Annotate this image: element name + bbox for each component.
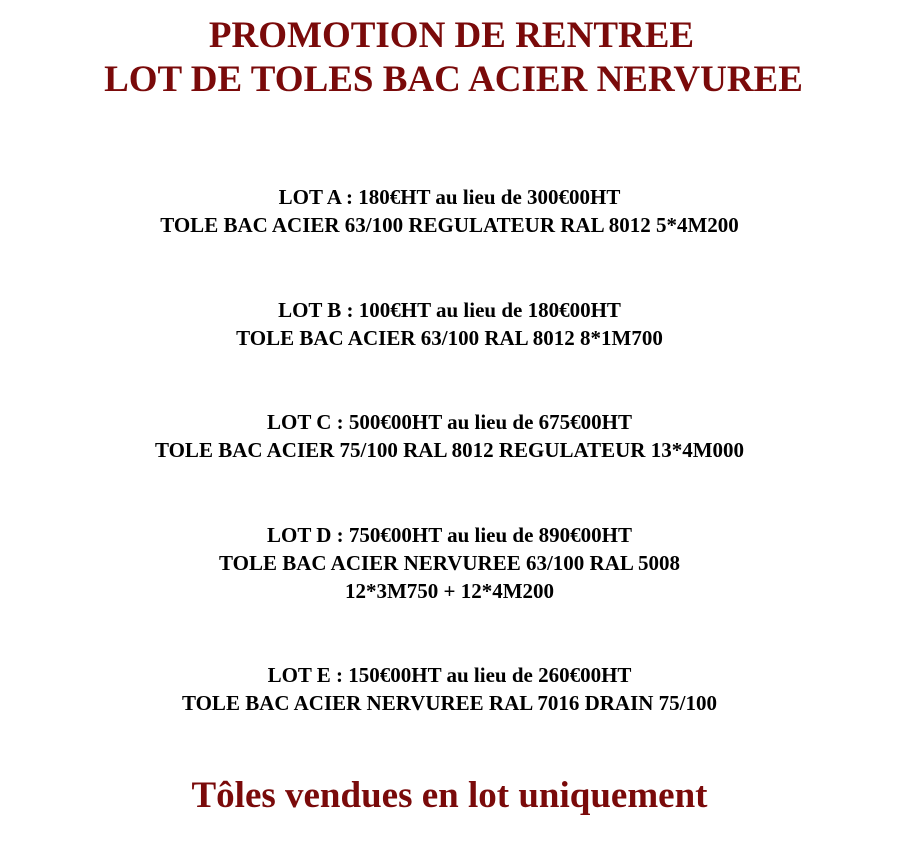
lot-d [0, 521, 899, 605]
lot-description-line: TOLE BAC ACIER NERVUREE RAL 7016 DRAIN 75/100 [181, 691, 718, 715]
lot-price-line: LOT C : 500€00HT au lieu de 675€00HT [266, 410, 633, 434]
lot-description-line: TOLE BAC ACIER 75/100 RAL 8012 REGULATEUR 13*4M000 [154, 438, 745, 462]
lot-c [0, 408, 899, 464]
lot-b [0, 296, 899, 352]
lot-description-line: TOLE BAC ACIER NERVUREE 63/100 RAL 5008 [219, 551, 680, 575]
lot-description-line: TOLE BAC ACIER 63/100 REGULATEUR RAL 8012 5*4M200 [160, 213, 739, 237]
lot-a [0, 183, 899, 239]
page-subtitle: LOT DE TOLES BAC ACIER NERVUREE [104, 59, 803, 100]
lot-e [0, 661, 899, 717]
lot-description-line: 12*3M750 + 12*4M200 [344, 579, 555, 603]
footer-note: Tôles vendues en lot uniquement [191, 775, 708, 816]
lot-price-line: LOT A : 180€HT au lieu de 300€00HT [278, 185, 621, 209]
lot-price-line: LOT E : 150€00HT au lieu de 260€00HT [267, 663, 632, 687]
lot-price-line: LOT D : 750€00HT au lieu de 890€00HT [266, 523, 633, 547]
lot-price-line: LOT B : 100€HT au lieu de 180€00HT [278, 298, 621, 322]
lot-description-line: TOLE BAC ACIER 63/100 RAL 8012 8*1M700 [236, 326, 663, 350]
page-title: PROMOTION DE RENTREE [208, 15, 695, 56]
